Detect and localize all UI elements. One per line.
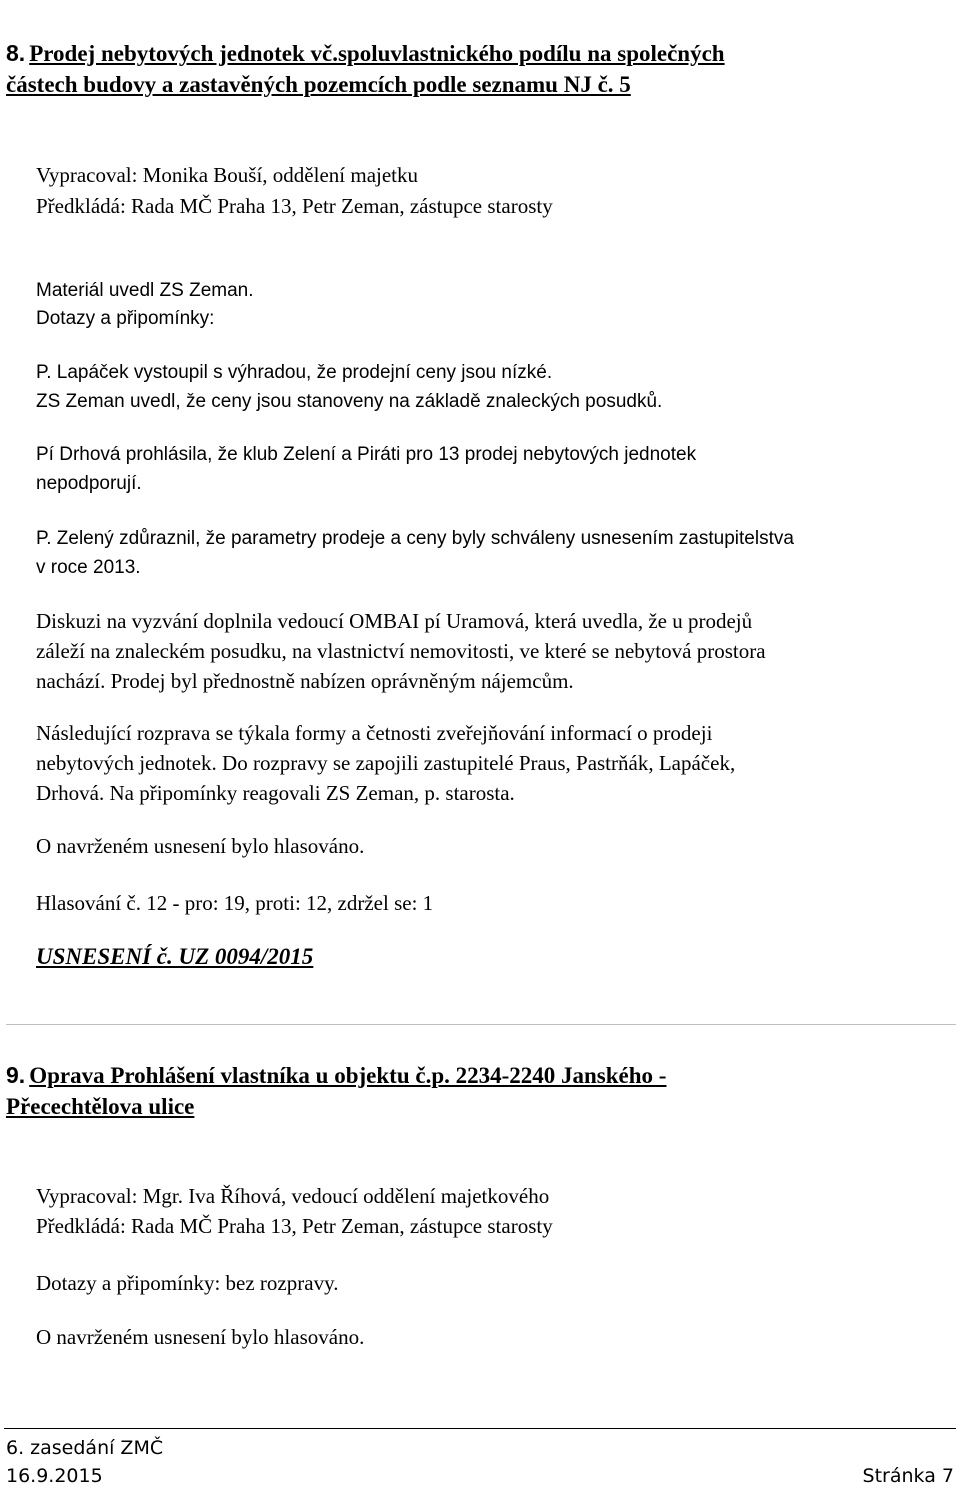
debate-line1: Následující rozprava se týkala formy a četnosti zveřejňování informací o prodeji xyxy=(36,721,713,745)
section-8-prepared-by: Vypracoval: Monika Bouší, oddělení majetku xyxy=(36,163,419,187)
section-9-prepared-by: Vypracoval: Mgr. Iva Říhová, vedoucí oddělení majetkového xyxy=(36,1184,550,1208)
section-8-number: 8. xyxy=(6,40,26,66)
resolution-number: USNESENÍ č. UZ 0094/2015 xyxy=(36,944,314,969)
footer-meeting: 6. zasedání ZMČ xyxy=(6,1437,164,1459)
footer-date: 16.9.2015 xyxy=(6,1465,103,1487)
footer-page-number: Stránka 7 xyxy=(862,1465,954,1487)
discussion-line3: nachází. Prodej byl přednostně nabízen oprávněným nájemcům. xyxy=(36,669,574,693)
section-9-title-line2: Přecechtělova ulice xyxy=(6,1094,195,1119)
section-8-title-line2: částech budovy a zastavěných pozemcích podle seznamu NJ č. 5 xyxy=(6,72,631,97)
section-9-voted: O navrženém usnesení bylo hlasováno. xyxy=(36,1325,365,1349)
lapacek-remark: P. Lapáček vystoupil s výhradou, že prodejní ceny jsou nízké. xyxy=(36,362,553,383)
zeleny-remark-line2: v roce 2013. xyxy=(36,557,141,578)
section-8-title-line1: Prodej nebytových jednotek vč.spoluvlastnického podílu na společných xyxy=(29,41,725,66)
section-divider xyxy=(6,1024,956,1025)
section-9-title-line1: Oprava Prohlášení vlastníka u objektu č.p. 2234-2240 Janského - xyxy=(29,1063,667,1088)
questions-label: Dotazy a připomínky: xyxy=(36,308,215,329)
material-intro: Materiál uvedl ZS Zeman. xyxy=(36,280,254,301)
section-9-heading xyxy=(6,1062,666,1089)
debate-line3: Drhová. Na připomínky reagovali ZS Zeman, p. starosta. xyxy=(36,781,515,805)
debate-line2: nebytových jednotek. Do rozpravy se zapojili zastupitelé Praus, Pastrňák, Lapáček, xyxy=(36,751,736,775)
section-8-heading xyxy=(6,40,725,67)
zeman-reply: ZS Zeman uvedl, že ceny jsou stanoveny na základě znaleckých posudků. xyxy=(36,391,663,412)
section-8-submitted-by: Předkládá: Rada MČ Praha 13, Petr Zeman, zástupce starosty xyxy=(36,194,553,218)
section-9-submitted-by: Předkládá: Rada MČ Praha 13, Petr Zeman, zástupce starosty xyxy=(36,1214,553,1238)
vote-result: Hlasování č. 12 - pro: 19, proti: 12, zdržel se: 1 xyxy=(36,891,434,915)
drhova-remark-line1: Pí Drhová prohlásila, že klub Zelení a Piráti pro 13 prodej nebytových jednotek xyxy=(36,444,697,465)
section-9-questions: Dotazy a připomínky: bez rozpravy. xyxy=(36,1271,339,1295)
discussion-line2: záleží na znaleckém posudku, na vlastnictví nemovitosti, ve které se nebytová prostora xyxy=(36,639,766,663)
section-8-voted: O navrženém usnesení bylo hlasováno. xyxy=(36,834,365,858)
discussion-line1: Diskuzi na vyzvání doplnila vedoucí OMBAI pí Uramová, která uvedla, že u prodejů xyxy=(36,609,753,633)
section-9-number: 9. xyxy=(6,1062,26,1088)
drhova-remark-line2: nepodporují. xyxy=(36,473,142,494)
footer-rule xyxy=(4,1428,956,1429)
zeleny-remark-line1: P. Zelený zdůraznil, že parametry prodeje a ceny byly schváleny usnesením zastupitelstva xyxy=(36,528,794,549)
